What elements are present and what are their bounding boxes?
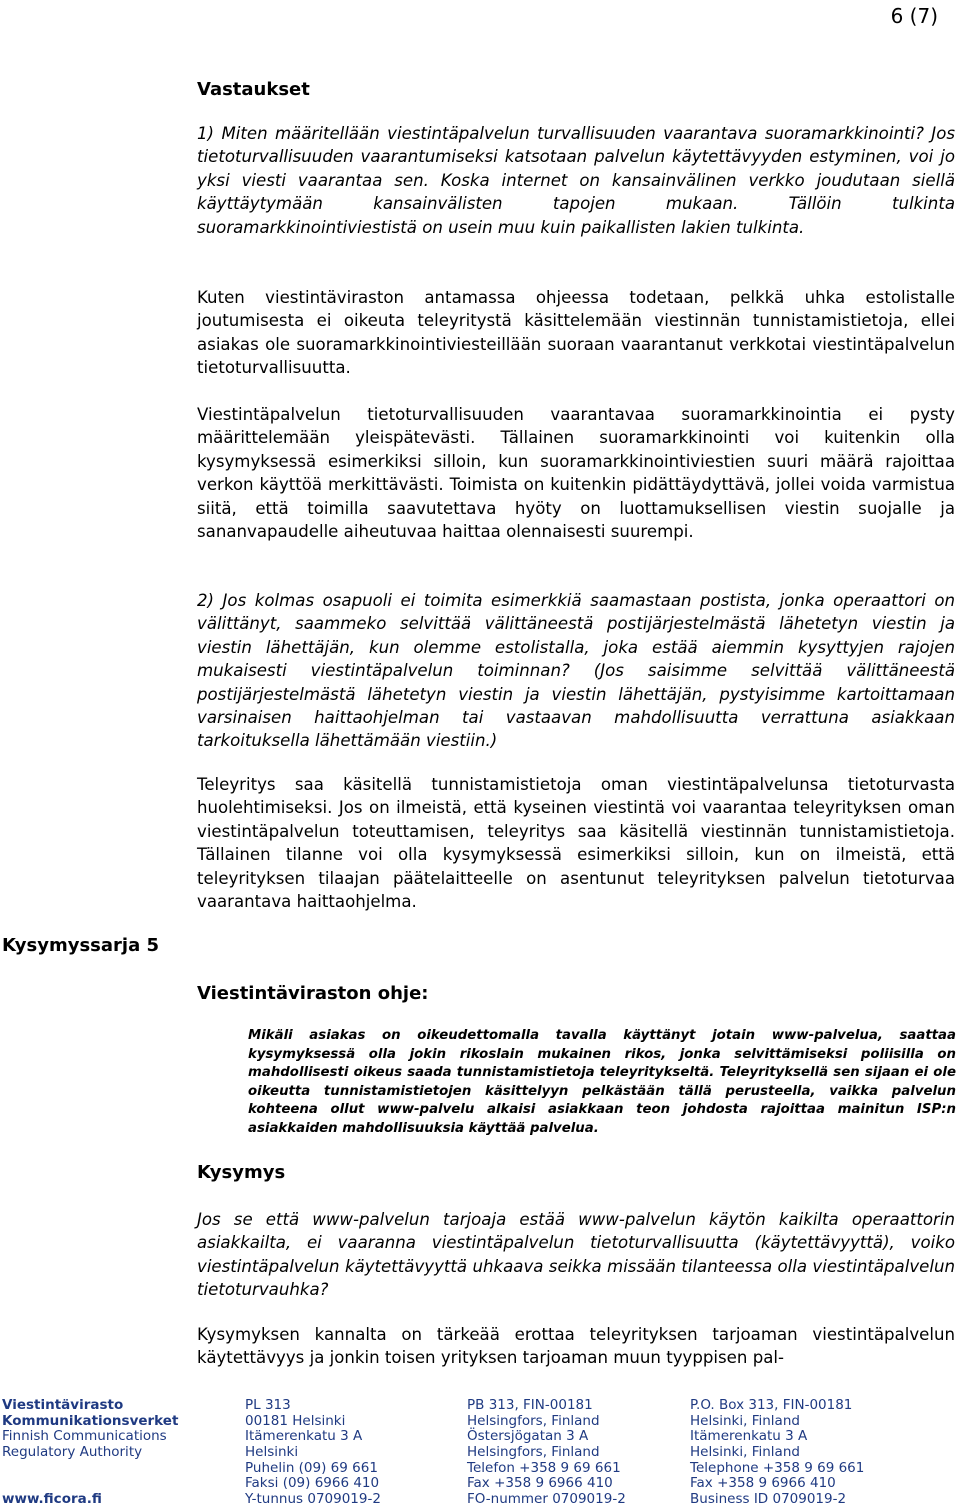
footer-en-line: Business ID 0709019-2 [690, 1491, 847, 1508]
footer-en-line: Helsinki, Finland [690, 1444, 800, 1461]
footer-address-en [690, 1398, 864, 1508]
sidebar-section-label: Kysymyssarja 5 [2, 935, 160, 956]
question-answer-start: Kysymyksen kannalta on tärkeää erottaa teleyrityksen tarjoaman viestintäpalvelun käytettävyys ja jonkin toisen yrityksen tarjoaman muun tyyppisen pal- [197, 1325, 955, 1368]
footer-sv-line: FO-nummer 0709019-2 [467, 1491, 626, 1508]
footer-address-fi [245, 1398, 381, 1508]
footer-address-sv [467, 1398, 626, 1508]
answers-heading: Vastaukset [197, 79, 310, 100]
footer-fi-line: Helsinki [245, 1444, 299, 1461]
footer-fi-line: Faksi (09) 6966 410 [245, 1475, 380, 1492]
footer-en-line: Fax +358 9 6966 410 [690, 1475, 836, 1492]
footer-org-name-fi: Viestintävirasto [2, 1397, 124, 1413]
answer-paragraph-3: Teleyritys saa käsitellä tunnistamistietoja oman viestintäpalvelunsa tietoturvasta huolehtimiseksi. Jos on ilmeistä, että kyseinen viestintä voi vaarantaa teleyrityksen oman viestintäpalvelun toteuttamisen, teleyritys saa käsitellä viestinnän tunnistamistietoja. Tällainen tilanne voi olla kysymyksessä esimerkiksi silloin, kun on ilmeistä, että teleyrityksen tilaajan päätelaitteelle on asentunut teleyrityksen palvelun tietoturvaa vaarantava haittaohjelma. [197, 775, 955, 912]
answer-paragraph-2: Viestintäpalvelun tietoturvallisuuden vaarantavaa suoramarkkinointia ei pysty määrittelemään yleispätevästi. Tällainen suoramarkkinointi voi kuitenkin olla kysymyksessä esimerkiksi silloin, kun suoramarkkinointiviestien suuri määrä rajoittaa verkon käyttöä merkittävästi. Toimista on kuitenkin pidättäydyttävä, jollei voida varmistua siitä, että toimilla saavutettava hyöty on luottamuksellisen viestin suojalle ja sananvapaudelle aiheutuvaa haittaa olennaisesti suurempi. [197, 405, 955, 542]
footer-sv-line: Helsingfors, Finland [467, 1444, 600, 1461]
footer-org-name-en-1: Finnish Communications [2, 1428, 167, 1445]
footer-website-link[interactable]: www.ficora.fi [2, 1491, 102, 1508]
footer-organization [2, 1398, 178, 1508]
footer-en-line: Itämerenkatu 3 A [690, 1428, 808, 1445]
footer-en-line: Helsinki, Finland [690, 1412, 800, 1429]
footer-org-name-sv: Kommunikationsverket [2, 1412, 179, 1429]
footer-org-name-en-2: Regulatory Authority [2, 1444, 143, 1461]
footer-en-line: P.O. Box 313, FIN-00181 [690, 1397, 853, 1413]
footer-fi-line: Itämerenkatu 3 A [245, 1428, 363, 1445]
question-text: Jos se että www-palvelun tarjoaja estää www-palvelun käytön kaikilta operaattorin asiakkailta, ei vaaranna viestintäpalvelun tietoturvallisuutta (käytettävyyttä), voiko viestintäpalvelun käytettävyyttä uhkaava seikka missään tilanteessa olla viestintäpalvelun tietoturvauhka? [197, 1210, 955, 1300]
guidance-heading: Viestintäviraston ohje: [197, 983, 429, 1004]
footer-fi-line: PL 313 [245, 1397, 291, 1413]
page-number: 6 (7) [890, 4, 938, 28]
footer-fi-line: Y-tunnus 0709019-2 [245, 1491, 381, 1508]
footer-sv-line: Helsingfors, Finland [467, 1412, 600, 1429]
page-footer [0, 1398, 960, 1512]
footer-sv-line: Östersjögatan 3 A [467, 1428, 589, 1445]
footer-sv-line: Fax +358 9 6966 410 [467, 1475, 613, 1492]
question-1-text: 1) Miten määritellään viestintäpalvelun turvallisuuden vaarantava suoramarkkinointi? Jos tietoturvallisuuden vaarantumiseksi katsotaan palvelun käytettävyyden estyminen, voi jo yksi viesti vaarantaa sen. Koska internet on kansainvälinen verkko joudutaan siellä käyttäytymään kansainvälisten tapojen mukaan. Tällöin tulkinta suoramarkkinointiviestistä on usein muu kuin paikallisten lakien tulkinta. [197, 124, 955, 237]
footer-sv-line: PB 313, FIN-00181 [467, 1397, 593, 1413]
footer-sv-line: Telefon +358 9 69 661 [467, 1459, 621, 1476]
footer-fi-line: Puhelin (09) 69 661 [245, 1459, 378, 1476]
answer-paragraph-1: Kuten viestintäviraston antamassa ohjeessa todetaan, pelkkä uhka estolistalle joutumisesta ei oikeuta teleyritystä käsittelemään viestinnän tunnistamistietoja, ellei asiakas ole suoramarkkinointiviesteillään suoraan vaarantanut verkkotai viestintäpalvelun tietoturvallisuutta. [197, 288, 955, 378]
question-2-text: 2) Jos kolmas osapuoli ei toimita esimerkkiä saamastaan postista, jonka operaattori on välittänyt, saammeko selvittää välittäneestä postijärjestelmästä lähetetyn viestin ja viestin lähettäjän, kun olemme estolistalla, joka estää aiemmin kysyttyjen rajojen mukaisesti viestintäpalvelun toiminnan? (Jos saisimme selvittää välittäneestä postijärjestelmästä lähetetyn viestin ja viestin lähettäjän, pystyisimme kartoittamaan varsinaisen haittaohjelman tai vastaavan mahdollisuutta verrattuna asiakkaan tarkoituksella lähettämään viestiin.) [197, 591, 955, 751]
footer-fi-line: 00181 Helsinki [245, 1412, 346, 1429]
footer-en-line: Telephone +358 9 69 661 [690, 1459, 865, 1476]
guidance-quote: Mikäli asiakas on oikeudettomalla tavalla käyttänyt jotain www-palvelua, saattaa kysymyksessä olla jokin rikoslain mukainen rikos, jonka selvittämiseksi poliisilla on mahdollisesti oikeus saada tunnistamistietoja teleyritykseltä. Teleyrityksellä sen sijaan ei ole oikeutta tunnistamistietojen käsittelyyn pelkästään tällä perusteella, vaikka palvelun kohteena ollut www-palvelu alkaisi asiakkaan teon johdosta rajoittaa mainitun ISP:n asiakkaiden mahdollisuuksia käyttää palvelua. [248, 1028, 956, 1136]
question-heading: Kysymys [197, 1162, 286, 1183]
